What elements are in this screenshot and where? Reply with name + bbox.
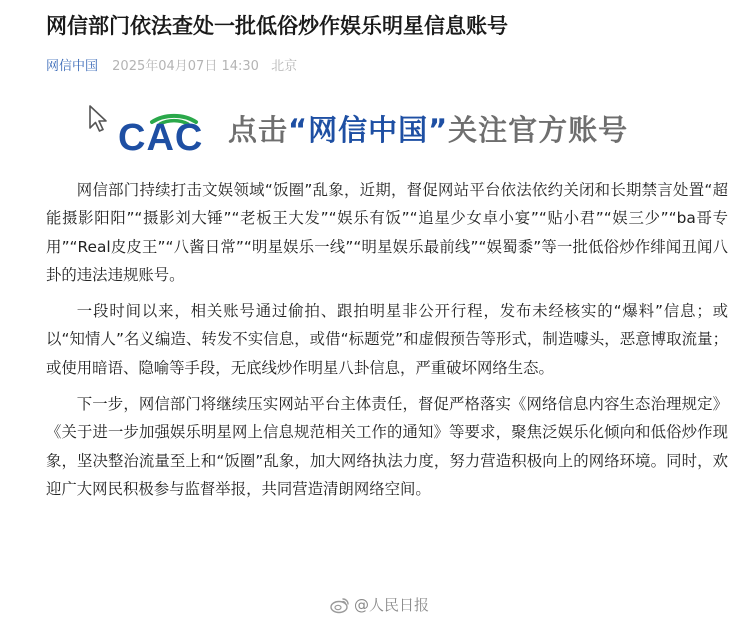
- paragraph-2: 一段时间以来，相关账号通过偷拍、跟拍明星非公开行程，发布未经核实的“爆料”信息；或以“知情人”名义编造、转发不实信息，或借“标题党”和虚假预告等形式，制造噱头，恶意博取流量；或使用暗语、隐喻等手段，无底线炒作明星八卦信息，严重破坏网络生态。: [46, 302, 728, 377]
- watermark-text: @人民日报: [354, 596, 430, 614]
- logo-text: CAC: [118, 117, 204, 154]
- article-datetime: 2025年04月07日 14:30: [112, 59, 259, 74]
- article-location: 北京: [271, 59, 298, 74]
- paragraph-3: 下一步，网信部门将继续压实网站平台主体责任，督促严格落实《网络信息内容生态治理规定》《关于进一步加强娱乐明星网上信息规范相关工作的通知》等要求，聚焦泛娱乐化倾向和低俗炒作现象，坚决整治流量至上和“饭圈”乱象，加大网络执法力度，努力营造积极向上的网络环境。同时，欢迎广大网民积极参与监督举报，共同营造清朗网络空间。: [46, 395, 728, 498]
- weibo-icon: [330, 596, 350, 618]
- article-title: 网信部门依法查处一批低俗炒作娱乐明星信息账号: [46, 14, 508, 38]
- article-body: [46, 176, 728, 511]
- cursor-pointer-icon: [88, 104, 110, 138]
- cac-logo: [116, 102, 226, 158]
- follow-suffix: 关注官方账号: [448, 113, 629, 147]
- follow-prefix: 点击: [228, 113, 289, 147]
- weibo-watermark: [330, 594, 429, 618]
- article-meta: [46, 55, 297, 74]
- follow-account-name: “网信中国”: [288, 113, 449, 147]
- article-source-link[interactable]: 网信中国: [46, 59, 99, 74]
- follow-prompt: [228, 108, 628, 149]
- paragraph-1: 网信部门持续打击文娱领域“饭圈”乱象，近期，督促网站平台依法依约关闭和长期禁言处置“超能摄影阳阳”“摄影刘大锤”“老板王大发”“娱乐有饭”“追星少女卓小宴”“贴小君”“娱三少”“ba哥专用”“Real皮皮王”“八酱日常”“明星娱乐一线”“明星娱乐最前线”“娱蜀黍”等一批低俗炒作绯闻丑闻八卦的违法违规账号。: [46, 181, 728, 284]
- follow-banner[interactable]: [88, 100, 678, 156]
